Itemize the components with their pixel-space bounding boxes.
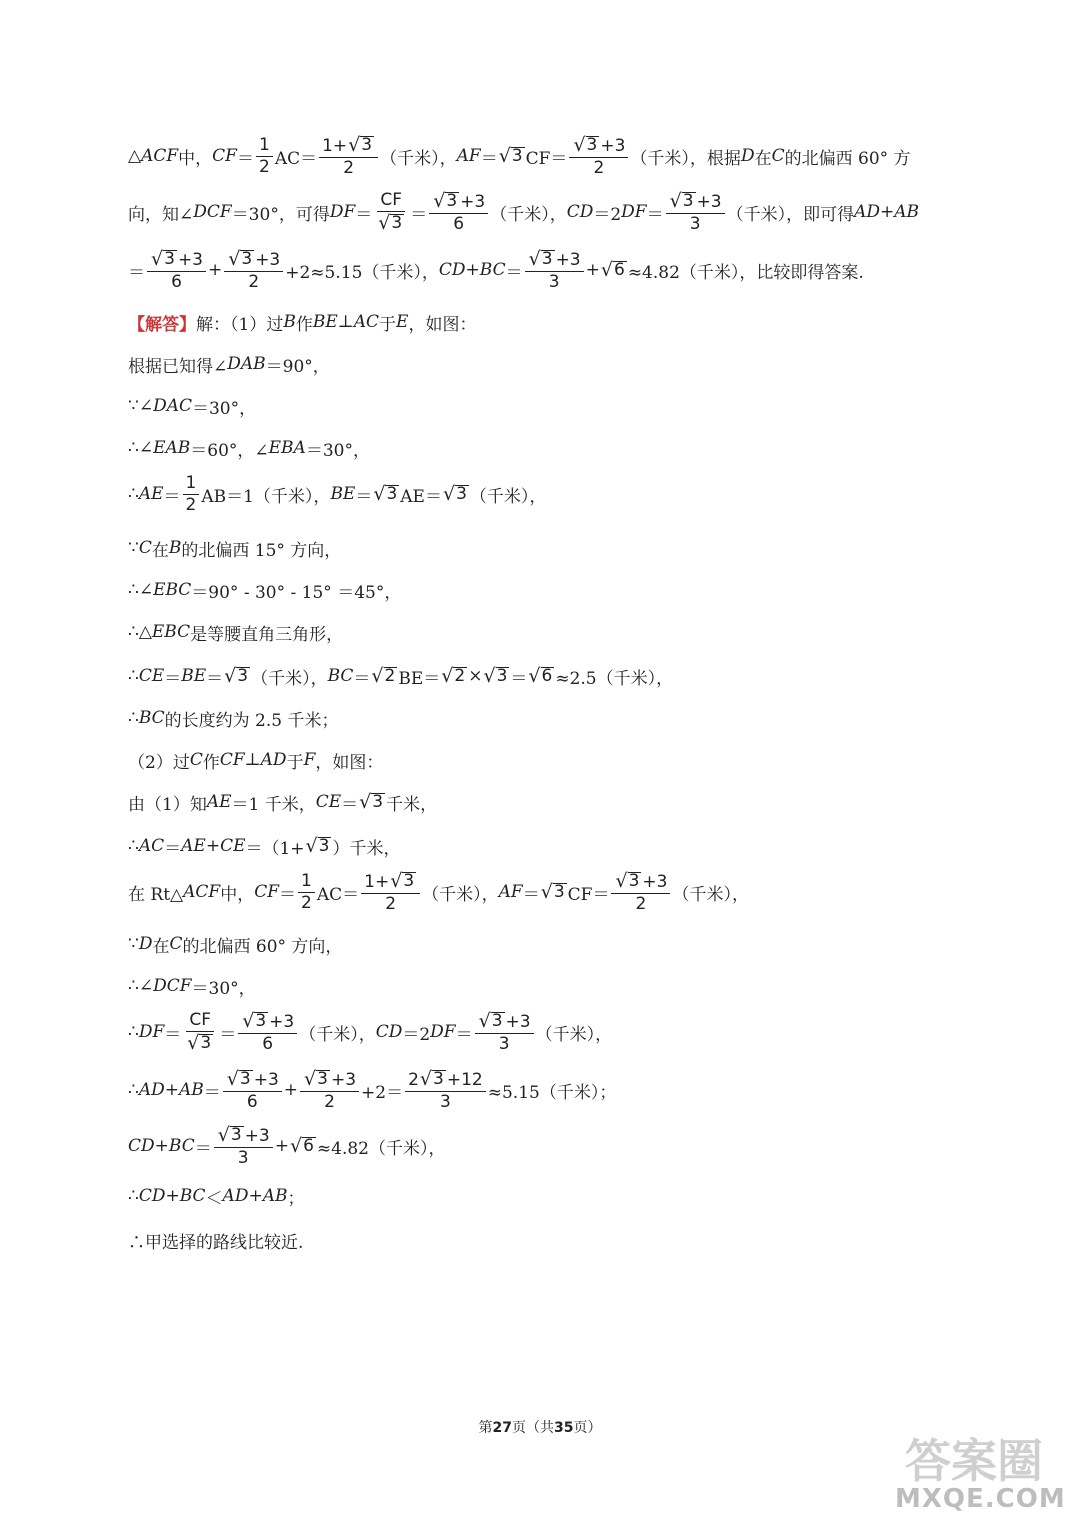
solution-line: CD + BC ＝ √ 3 +3 3 + √ 6 ≈4.82（千米）， (128, 1123, 446, 1168)
solution-line: ∴甲选择的路线比较近. (128, 1232, 304, 1253)
fraction: CF √ 3 (374, 192, 408, 233)
sqrt: √ 3 (228, 247, 253, 270)
sqrt: √ 2 (441, 664, 466, 687)
sqrt: √ 3 (498, 144, 523, 167)
solution-line: 向，知∠ DCF ＝30°，可得 DF ＝ CF √ 3 ＝ √ 3 +3 6 （千米）， CD ＝2 DF ＝ √ 3 +3 3 （千米），即可得 AD + AB (128, 189, 920, 234)
sqrt: √ 3 (348, 133, 373, 156)
solution-line: ∴∠ EBC ＝90° - 30° - 15° ＝45°， (128, 580, 402, 603)
fraction: √ 3 +3 6 (238, 1012, 297, 1053)
fraction: √ 3 +3 2 (569, 136, 628, 177)
sqrt: √ 3 (528, 247, 553, 270)
fraction: √ 3 +3 3 (666, 192, 725, 233)
fraction: √ 3 +3 6 (147, 250, 206, 291)
sqrt: √ 6 (289, 1134, 314, 1157)
watermark-logo-text: 答案圈 (905, 1434, 1043, 1488)
solution-line: 【解答】 解：（1）过 B 作 BE ⊥ AC 于 E ，如图： (128, 298, 476, 346)
sqrt: √ 3 (390, 869, 415, 892)
fraction: CF √ 3 (183, 1012, 217, 1053)
footer-page-number: 27 (492, 1420, 512, 1436)
fraction: $\frac{1}{2}$ (298, 873, 315, 912)
solution-line: 根据已知得∠ DAB ＝90°， (128, 354, 330, 377)
sqrt: √ 3 (226, 1067, 251, 1090)
solution-line: ∴∠ EAB ＝60°，∠ EBA ＝30°， (128, 438, 370, 461)
sqrt: √ 3 (573, 133, 598, 156)
sqrt: √ 3 (419, 1067, 444, 1090)
solution-line: ∴ DF ＝ CF √ 3 ＝ √ 3 +3 6 （千米）， CD ＝2 DF ＝ √ 3 +3 3 （千米）， (128, 1009, 613, 1054)
fraction: $\frac{1}{2}$ (256, 137, 273, 176)
sqrt: √ 3 (442, 482, 467, 505)
footer-mid: 页（共 (512, 1420, 554, 1436)
footer-total-pages: 35 (554, 1420, 574, 1436)
solution-line: 由（1）知 AE ＝1 千米， CE ＝ √ 3 千米， (128, 790, 438, 815)
fraction: √ 3 +3 6 (223, 1070, 282, 1111)
solution-line: ＝ √ 3 +3 6 + √ 3 +3 2 +2≈5.15（千米）， CD + BC ＝ √ 3 +3 3 + √ 6 ≈4.82（千米），比较即得答案. (128, 247, 864, 292)
footer-suffix: 页） (573, 1420, 602, 1436)
solution-line: △ ACF 中， CF ＝ $\frac{1}{2}$ AC＝ 1+ √ 3 2 （千米）， AF ＝ √ 3 CF＝ √ 3 +3 2 （千米），根据 D 在 C 的北偏西 60° 方 (128, 133, 911, 178)
fraction: √ 3 +3 2 (224, 250, 283, 291)
sqrt: √ 3 (187, 1031, 212, 1054)
fraction: √ 3 +3 2 (300, 1070, 359, 1111)
solution-line: ∴△ EBC 是等腰直角三角形， (128, 622, 344, 645)
sqrt: √ 3 (433, 189, 458, 212)
solution-line: ∴∠ DCF ＝30°， (128, 976, 256, 999)
watermark (895, 1425, 1065, 1520)
sqrt: √ 2 (371, 664, 396, 687)
solution-line: ∵∠ DAC ＝30°， (128, 396, 257, 419)
sqrt: √ 3 (373, 482, 398, 505)
solution-line: ∴ BC 的长度约为 2.5 千米； (128, 708, 339, 731)
sqrt: √ 3 (478, 1009, 503, 1032)
sqrt: √ 3 (224, 664, 249, 687)
fraction: $\frac{1}{2}$ (183, 475, 200, 514)
solution-line: ∴ AE ＝ $\frac{1}{2}$ AB＝1（千米）， BE ＝ √ 3 AE＝ √ 3 （千米）， (128, 472, 547, 515)
sqrt: √ 3 (242, 1009, 267, 1032)
sqrt: √ 6 (528, 664, 553, 687)
solution-line: （2）过 C 作 CF ⊥ AD 于 F ，如图： (128, 750, 384, 773)
footer-prefix: 第 (478, 1420, 493, 1436)
answer-tag: 【解答】 (128, 314, 196, 335)
fraction: 1+ √ 3 2 (319, 136, 378, 177)
fraction: √ 3 +3 3 (214, 1126, 273, 1167)
solution-line: ∴ AD + AB ＝ √ 3 +3 6 + √ 3 +3 2 +2＝ 2 √ 3 +12 3 ≈5.15（千米）； (128, 1067, 617, 1112)
sqrt: √ 3 (669, 189, 694, 212)
sqrt: √ 3 (483, 664, 508, 687)
sqrt: √ 3 (540, 880, 565, 903)
sqrt: √ 3 (615, 869, 640, 892)
solution-line: ∴ CE ＝ BE ＝ √ 3 （千米）， BC ＝ √ 2 BE＝ √ 2 × √ 3 ＝ √ 6 ≈2.5（千米）， (128, 664, 674, 689)
sqrt: √ 3 (305, 834, 330, 857)
solution-line: ∵ D 在 C 的北偏西 60° 方向， (128, 934, 343, 957)
sqrt: √ 3 (217, 1123, 242, 1146)
watermark-url: MXQE.COM (895, 1484, 1066, 1514)
solution-line: ∵ C 在 B 的北偏西 15° 方向， (128, 538, 342, 561)
solution-line: ∴ AC ＝ AE + CE ＝（1+ √ 3 ）千米， (128, 834, 401, 859)
fraction: √ 3 +3 6 (429, 192, 488, 233)
sqrt: √ 6 (600, 258, 625, 281)
fraction: 2 √ 3 +12 3 (405, 1070, 486, 1111)
sqrt: √ 3 (359, 790, 384, 813)
solution-line: ∴ CD + BC ＜ AD + AB ； (128, 1186, 305, 1209)
sqrt: √ 3 (304, 1067, 328, 1090)
sqrt: √ 3 (151, 247, 175, 270)
sqrt: √ 3 (378, 211, 403, 234)
solution-line: 在 Rt△ ACF 中， CF ＝ $\frac{1}{2}$ AC＝ 1+ √ 3 2 （千米）， AF ＝ √ 3 CF＝ √ 3 +3 2 （千米）， (128, 869, 749, 914)
fraction: √ 3 +3 3 (525, 250, 584, 291)
fraction: 1+ √ 3 2 (361, 872, 420, 913)
fraction: √ 3 +3 2 (611, 872, 670, 913)
fraction: √ 3 +3 3 (475, 1012, 534, 1053)
